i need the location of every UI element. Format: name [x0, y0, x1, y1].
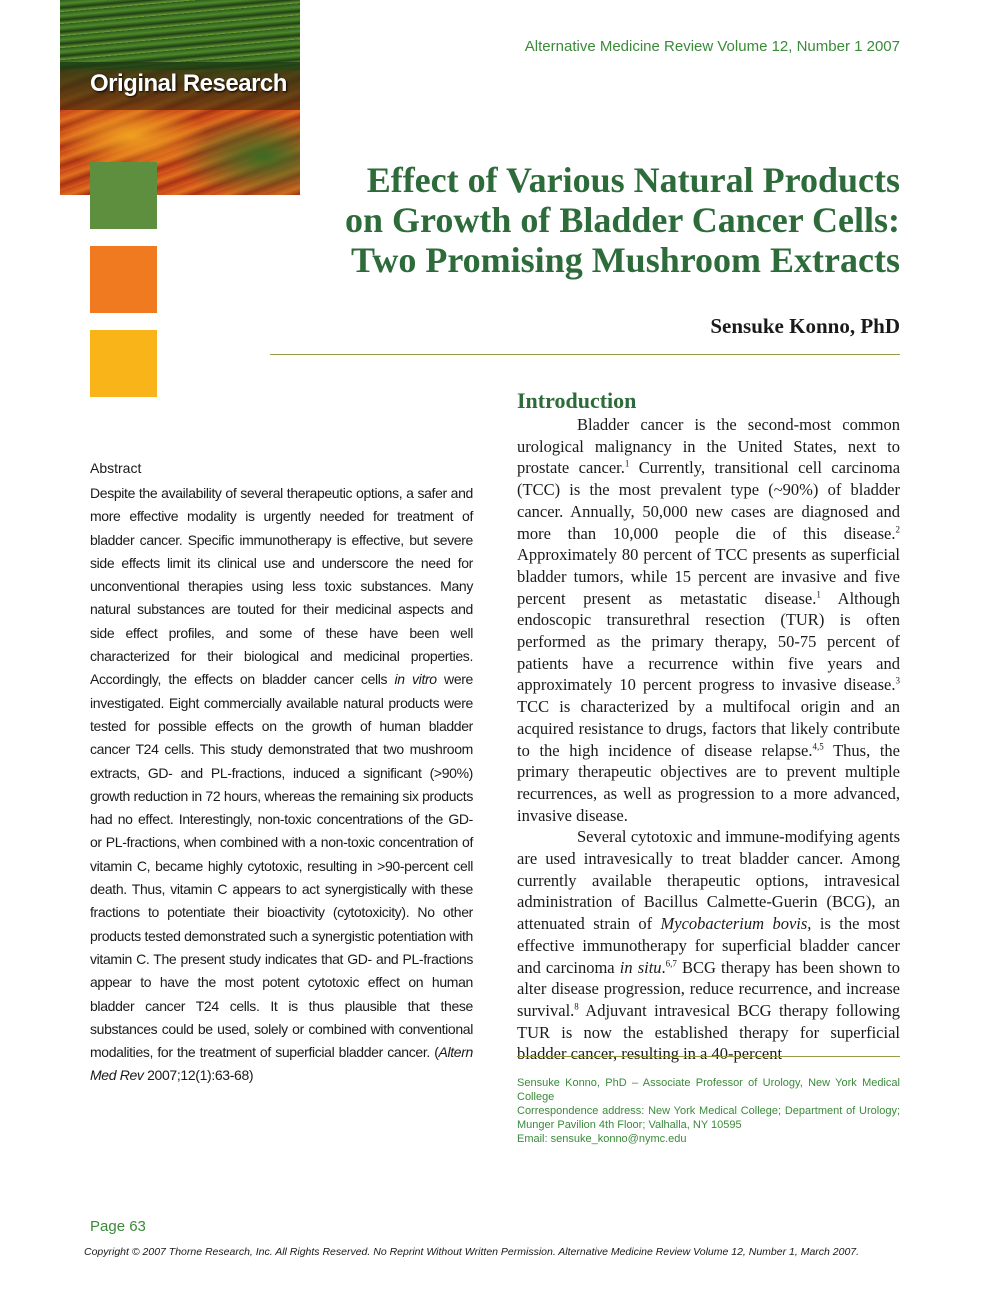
citation-ref: 3 — [895, 675, 900, 686]
page-number: Page 63 — [90, 1218, 146, 1235]
abstract-text — [90, 482, 473, 1088]
journal-header: Alternative Medicine Review Volume 12, Number 1 2007 — [524, 38, 900, 55]
author-name: Sensuke Konno, PhD — [710, 314, 900, 338]
citation-ref: 8 — [574, 1001, 579, 1012]
abstract-italic-term: in vitro — [394, 671, 437, 688]
decor-square-yellow — [90, 330, 157, 397]
introduction-heading: Introduction — [517, 388, 637, 413]
citation-ref: 6,7 — [665, 958, 677, 969]
title-line-2: on Growth of Bladder Cancer Cells: — [345, 200, 900, 240]
footnote-email: Email: sensuke_konno@nymc.edu — [517, 1133, 687, 1145]
copyright-notice: Copyright © 2007 Thorne Research, Inc. All Rights Reserved. No Reprint Without Written Permission. Alternative Medicine Review Volume 12, Number 1, March 2007. — [84, 1246, 860, 1258]
intro-paragraph-2: Several cytotoxic and immune-modifying agents are used intravesically to treat bladder cancer. Among currently available therapeutic options, intravesical administration of Bacillus Calmette-Guerin (BCG), an attenuated strain of Mycobacterium bovis, is the most effective immunotherapy for superficial bladder cancer and carcinoma in situ.$^{6,7}$ BCG therapy has been shown to alter disease progression, reduce recurrence, and increase survival.$^8$ Adjuvant intravesical BCG therapy following TUR is now the established therapy for superficial bladder cancer, resulting in a 40-percent — [517, 827, 900, 1064]
decor-square-green — [90, 162, 157, 229]
introduction-body — [517, 414, 900, 1065]
title-divider — [270, 354, 900, 355]
footnote-affiliation: Sensuke Konno, PhD – Associate Professor of Urology, New York Medical College — [517, 1077, 900, 1103]
citation-ref: 4,5 — [812, 741, 824, 752]
intro-paragraph-1: Bladder cancer is the second-most common urological malignancy in the United States, next to prostate cancer.$^1$ Currently, transitional cell carcinoma (TCC) is the most prevalent type (~90%) of bladder cancer. Annually, 50,000 new cases are diagnosed and more than 10,000 people die of this disease.$^2$ Approximately 80 percent of TCC presents as superficial bladder tumors, while 15 percent are invasive and five percent present as metastatic disease.$^1$ Although endoscopic transurethral resection (TUR) is often performed as the primary therapy, 50-75 percent of patients have a recurrence within five years and approximately 10 percent progress to invasive disease.$^3$ TCC is characterized by a multifocal origin and an acquired resistance to drugs, factors that likely contribute to the high incidence of disease relapse.$^{4,5}$ Thus, the primary therapeutic objectives are to prevent multiple recurrences, as well as progression to a more advanced, invasive disease. — [517, 415, 901, 825]
article-title — [300, 160, 900, 280]
decor-square-orange — [90, 246, 157, 313]
abstract-citation-journal: Altern Med Rev — [90, 1044, 473, 1084]
footnote-correspondence: Correspondence address: New York Medical College; Department of Urology; Munger Pavilion 4th Floor; Valhalla, NY 10595 — [517, 1105, 900, 1131]
citation-ref: 1 — [816, 589, 821, 600]
footnote-divider — [517, 1056, 900, 1057]
title-line-3: Two Promising Mushroom Extracts — [351, 240, 900, 280]
abstract-text-part: were investigated. Eight commercially available natural products were tested for possible effects on the growth of human bladder cancer T24 cells. This study demonstrated that two mushroom extracts, GD- and PL-fractions, induced a significant (>90%) growth reduction in 72 hours, whereas the remaining six products had no effect. Interestingly, non-toxic concentrations of the GD- or PL-fractions, when combined with a non-toxic concentration of vitamin C, became highly cytotoxic, resulting in >90-percent cell death. Thus, vitamin C appears to act synergistically with these fractions to potentiate their bioactivity (cytotoxicity). No other products tested demonstrated such a synergistic potentiation with vitamin C. The present study indicates that GD- and PL-fractions appear to have the most potent cytotoxic effect on human bladder cancer T24 cells. It is thus plausible that these substances could be used, solely or combined with conventional modalities, for the treatment of superficial bladder cancer. ( — [90, 671, 473, 1061]
title-line-1: Effect of Various Natural Products — [366, 160, 900, 200]
section-label: Original Research — [90, 70, 287, 97]
header-image-band — [60, 0, 300, 70]
abstract-citation-rest: 2007;12(1):63-68) — [143, 1067, 254, 1084]
author-footnote — [517, 1076, 900, 1146]
abstract-text-part: Despite the availability of several therapeutic options, a safer and more effective modality is urgently needed for treatment of bladder cancer. Specific immunotherapy is effective, but severe side effects limit its clinical use and underscore the need for unconventional therapies using less toxic substances. Many natural substances are touted for their medicinal aspects and side effect profiles, and some of these have been well characterized for their biological and medicinal properties. Accordingly, the effects on bladder cancer cells — [90, 485, 473, 688]
citation-ref: 1 — [624, 458, 630, 469]
citation-ref: 2 — [895, 524, 900, 535]
abstract-heading: Abstract — [90, 460, 142, 476]
